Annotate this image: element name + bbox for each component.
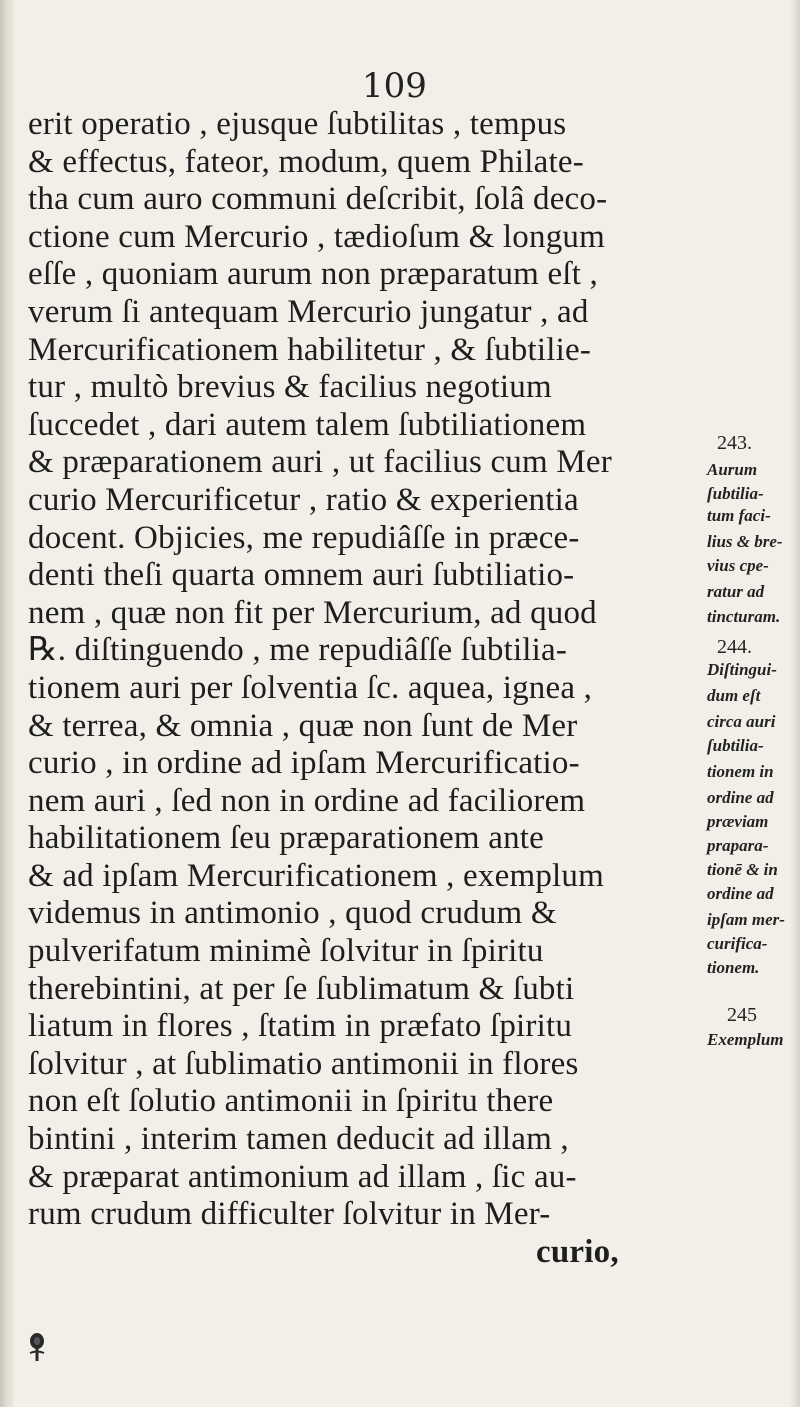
text-line: denti theſi quarta omnem auri ſubtiliatio- <box>28 557 575 594</box>
text-line: videmus in antimonio , quod crudum & <box>28 895 557 932</box>
text-line: curio , in ordine ad ipſam Mercurificatio- <box>28 745 580 782</box>
margin-note: lius & bre- <box>707 532 783 551</box>
margin-note: tionem in <box>707 762 774 781</box>
margin-note: ſubtilia- <box>707 736 764 755</box>
margin-note: dum eſt <box>707 686 761 705</box>
margin-note: vius cpe- <box>707 556 769 575</box>
margin-note: Diſtingui- <box>707 660 777 679</box>
text-line: habilitationem ſeu præparationem ante <box>28 820 544 857</box>
text-line: ctione cum Mercurio , tædioſum & longum <box>28 218 605 255</box>
text-line: & ad ipſam Mercurificationem , exemplum <box>28 857 604 894</box>
text-line: eſſe , quoniam aurum non præparatum eſt , <box>28 256 598 293</box>
paragraph-number: 244. <box>717 636 752 658</box>
margin-note: ipſam mer- <box>707 910 785 929</box>
margin-note: tionem. <box>707 958 760 977</box>
text-line: pulverifatum minimè ſolvitur in ſpiritu <box>28 933 544 970</box>
margin-note: ordine ad <box>707 884 774 903</box>
paragraph-number: 243. <box>717 432 752 454</box>
margin-note: circa auri <box>707 712 776 731</box>
binding-edge <box>0 0 14 1407</box>
margin-note: prapara- <box>707 836 769 855</box>
margin-note: curifica- <box>707 934 768 953</box>
marginal-notes <box>705 0 800 1407</box>
margin-note: præviam <box>707 812 769 831</box>
text-line: bintini , interim tamen deducit ad illam , <box>28 1121 569 1158</box>
text-line: ſolvitur , at ſublimatio antimonii in flores <box>28 1045 579 1082</box>
text-line: Mercurificationem habilitetur , & ſubtilie- <box>28 331 592 368</box>
text-line: tur , multò brevius & facilius negotium <box>28 369 552 406</box>
text-line: therebintini, at per ſe ſublimatum & ſubti <box>28 970 575 1007</box>
text-line: rum crudum difficulter ſolvitur in Mer- <box>28 1196 551 1233</box>
catchword: curio, <box>536 1233 619 1270</box>
margin-note: tionē & in <box>707 860 778 879</box>
margin-note: Aurum <box>707 460 758 479</box>
margin-note: ratur ad <box>707 582 765 601</box>
page-number: 109 <box>362 66 427 106</box>
text-line: tionem auri per ſolventia ſc. aquea, ignea , <box>28 669 593 706</box>
text-line: verum ſi antequam Mercurio jungatur , ad <box>28 293 589 330</box>
margin-note: tincturam. <box>707 607 781 626</box>
text-line: & effectus, fateor, modum, quem Philate- <box>28 143 584 180</box>
text-line: nem auri , ſed non in ordine ad faciliorem <box>28 782 586 819</box>
main-text-block <box>28 106 718 1271</box>
margin-note: Exemplum <box>707 1030 784 1049</box>
printer-flower-ornament-icon <box>26 1332 48 1362</box>
text-line: tha cum auro communi deſcribit, ſolâ deco- <box>28 181 608 218</box>
paragraph-number: 245 <box>727 1004 757 1026</box>
margin-note: ſubtilia- <box>707 484 764 503</box>
text-line: & terrea, & omnia , quæ non ſunt de Mer <box>28 707 578 744</box>
text-line: nem , quæ non fit per Mercurium, ad quod <box>28 594 597 631</box>
text-line: & præparationem auri , ut facilius cum Mer <box>28 444 612 481</box>
text-line: non eſt ſolutio antimonii in ſpiritu there <box>28 1083 554 1120</box>
text-line: & præparat antimonium ad illam , ſic au- <box>28 1158 577 1195</box>
text-line: ℞. diſtinguendo , me repudiâſſe ſubtilia- <box>28 632 568 669</box>
text-line: erit operatio , ejusque ſubtilitas , tempus <box>28 106 567 142</box>
text-line: docent. Objicies, me repudiâſſe in præce- <box>28 519 580 556</box>
margin-note: ordine ad <box>707 788 774 807</box>
text-line: ſuccedet , dari autem talem ſubtiliationem <box>28 406 587 443</box>
text-line: liatum in flores , ſtatim in præfato ſpiritu <box>28 1008 573 1045</box>
text-line: curio Mercurificetur , ratio & experientia <box>28 481 579 518</box>
margin-note: tum faci- <box>707 506 771 525</box>
